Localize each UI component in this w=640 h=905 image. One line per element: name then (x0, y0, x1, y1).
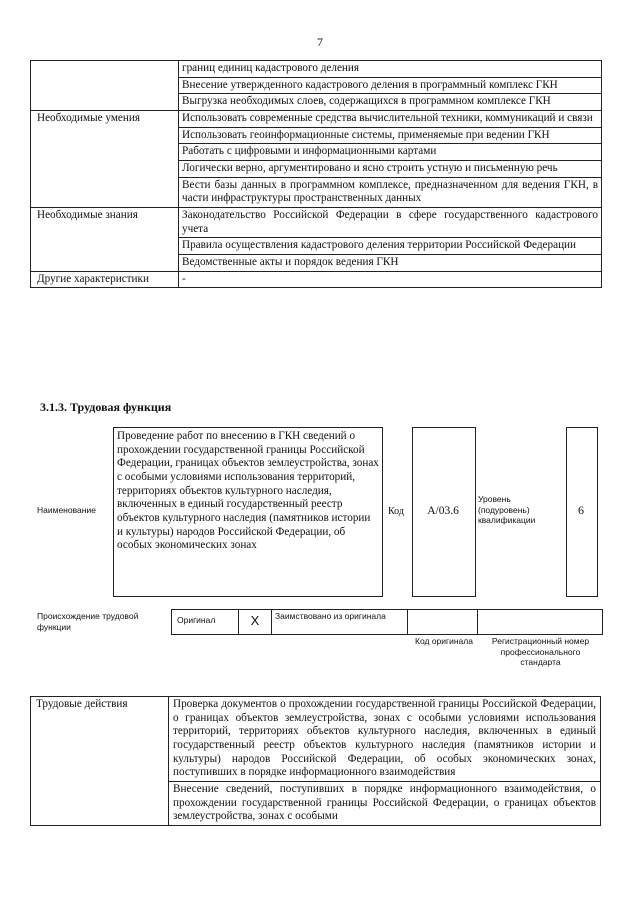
table-cell: Использовать современные средства вычислительной техники, коммуникаций и связи (179, 110, 602, 127)
table-cell: Логически верно, аргументировано и ясно строить устную и письменную речь (179, 160, 602, 177)
origin-code-cell (408, 610, 478, 634)
table-cell: Ведомственные акты и порядок ведения ГКН (179, 254, 602, 271)
row-label-other: Другие характеристики (31, 271, 179, 288)
original-cell: Оригинал (172, 610, 239, 634)
table-row (31, 207, 602, 237)
borrowed-cell: Заимствовано из оригинала (272, 610, 408, 634)
origin-label: Происхождение трудовой функции (37, 611, 139, 632)
page-number: 7 (317, 35, 323, 49)
origin-code-label: Код оригинала (415, 636, 473, 646)
table-row (31, 61, 602, 78)
code-label: Код (388, 506, 404, 517)
table-row (31, 697, 601, 782)
table-cell: - (179, 271, 602, 288)
table-cell: Использовать геоинформационные системы, применяемые при ведении ГКН (179, 127, 602, 144)
table-cell: Проверка документов о прохождении государственной границы Российской Федерации, о границах объектов землеустройства, зонах с особыми условиями использования территорий, территориях объектов культурного наследия, включенных в единый государственный реестр объектов культурного наследия (памятников истории и культуры) народов Российской Федерации, об особых экономических зонах, поступивших в порядке информационного взаимодействия (169, 697, 601, 782)
table-cell: Внесение утвержденного кадастрового деления в программный комплекс ГКН (179, 77, 602, 94)
table-row (31, 110, 602, 127)
row-label-skills: Необходимые умения (31, 110, 179, 207)
table-cell: Работать с цифровыми и информационными картами (179, 144, 602, 161)
table-cell: Вести базы данных в программном комплексе, предназначенном для ведения ГКН, в части инфраструктуры пространственных данных (179, 177, 602, 207)
competency-table (30, 60, 602, 288)
table-cell: Внесение сведений, поступивших в порядке информационного взаимодействия, о прохождении государственной границы Российской Федерации, о границах объектов землеустройства, зонах с особыми (169, 781, 601, 825)
name-label: Наименование (37, 505, 96, 515)
actions-table (30, 696, 601, 826)
table-row (31, 271, 602, 288)
table-cell: Законодательство Российской Федерации в сфере государственного кадастрового учета (179, 207, 602, 237)
code-value: А/03.6 (427, 505, 459, 517)
table-cell: Правила осуществления кадастрового деления территории Российской Федерации (179, 238, 602, 255)
origin-reg-cell (478, 610, 602, 634)
table-cell: Выгрузка необходимых слоев, содержащихся в программном комплексе ГКН (179, 94, 602, 111)
function-name: Проведение работ по внесению в ГКН сведений о прохождении государственной границы Российской Федерации, границах объектов землеустройства, зонах с особыми условиями использования территорий, территориях объектов культурного наследия, включенных в единый государственный реестр объектов культурного наследия (памятников истории и культуры) народов Российской Федерации, об особых экономических зонах (117, 430, 379, 552)
row-label-knowledge: Необходимые знания (31, 207, 179, 271)
level-value: 6 (578, 503, 584, 517)
original-mark: X (239, 610, 272, 634)
actions-label: Трудовые действия (31, 697, 169, 826)
table-cell: границ единиц кадастрового деления (179, 61, 602, 78)
origin-row (171, 609, 603, 635)
section-title: 3.1.3. Трудовая функция (40, 400, 172, 414)
origin-reg-label: Регистрационный номер профессионального стандарта (491, 636, 590, 668)
row-label (31, 61, 179, 111)
level-label: Уровень (подуровень) квалификации (478, 494, 536, 526)
